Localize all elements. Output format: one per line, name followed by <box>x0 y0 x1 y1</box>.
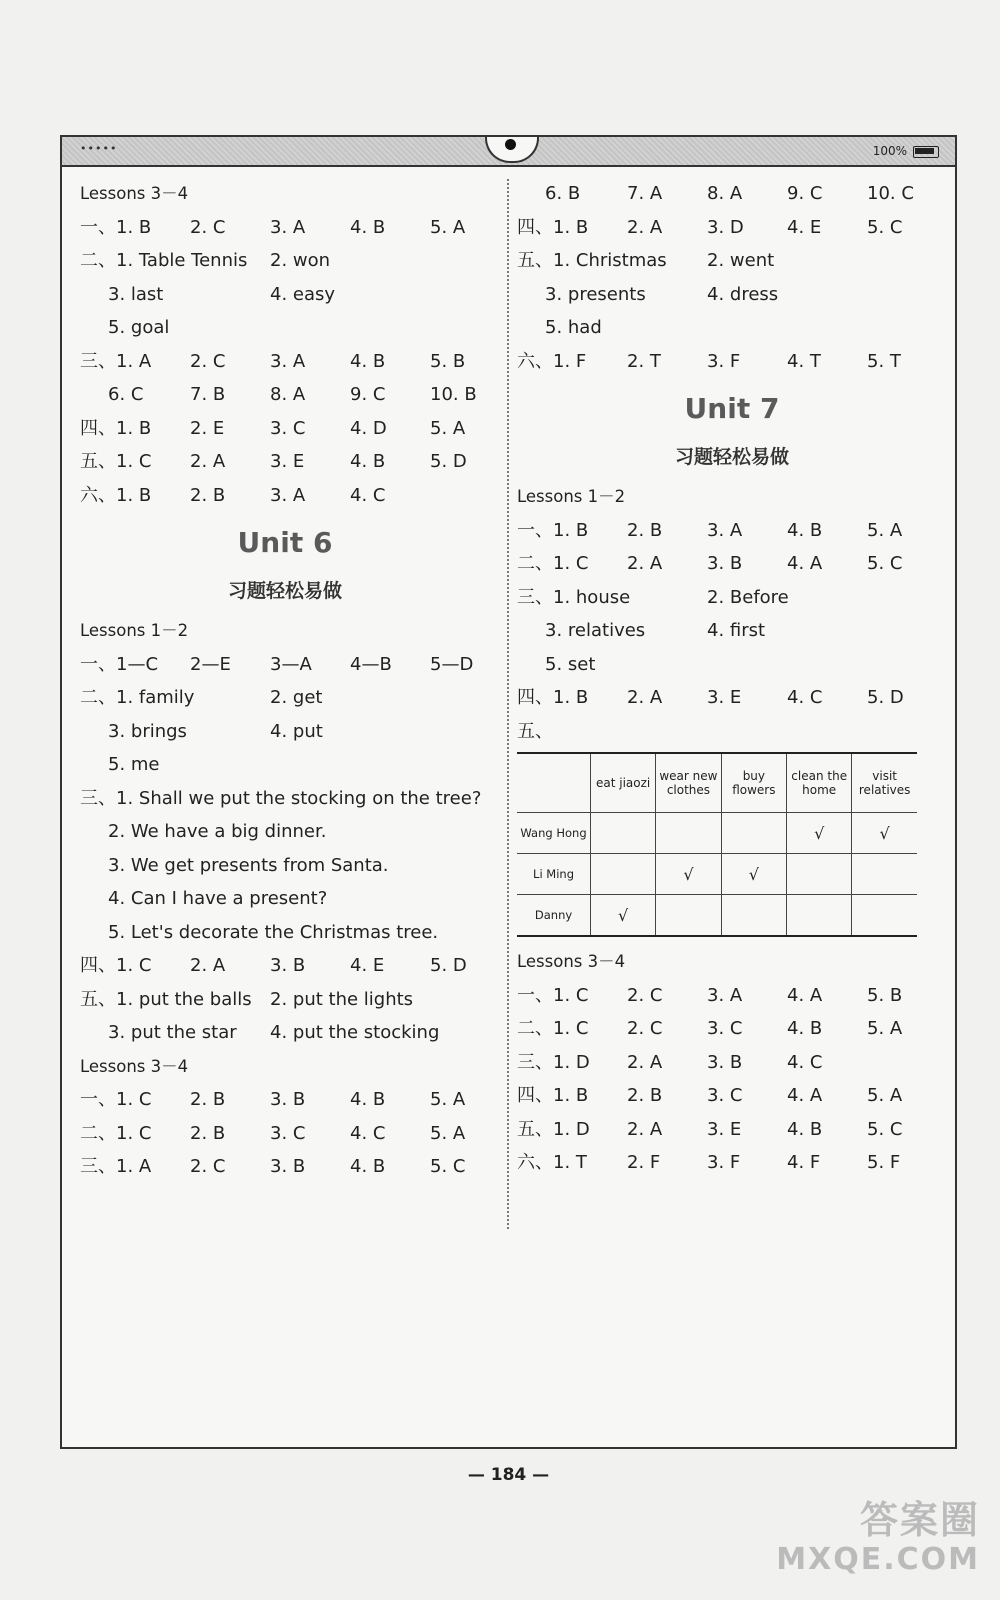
answer-item: 一、1. C <box>517 984 589 1006</box>
answer-item: 二、1. C <box>517 1018 589 1039</box>
answer-item: 5. A <box>430 216 466 238</box>
answer-item: 3. F <box>707 350 741 372</box>
answer-item: 2. C <box>627 984 663 1006</box>
answer-item: 4. A <box>787 1085 823 1106</box>
answer-row <box>80 882 490 916</box>
answer-item: 5. C <box>867 1118 903 1140</box>
table-row <box>517 813 917 854</box>
answer-row <box>517 681 947 715</box>
answer-item: 7. B <box>190 384 226 405</box>
table-row <box>517 895 917 937</box>
left-column <box>80 177 490 1184</box>
answer-row <box>80 949 490 983</box>
answer-item: 5. A <box>867 1018 903 1039</box>
answer-item: 3. B <box>707 1051 743 1073</box>
answer-item: 5. C <box>867 216 903 238</box>
row-name-cell: Li Ming <box>517 854 591 895</box>
battery-label: 100% <box>872 144 907 158</box>
answer-item: 4. E <box>350 955 385 976</box>
answer-row <box>80 1016 490 1050</box>
answer-item: 5. A <box>430 417 466 439</box>
answer-item: 一、1—C <box>80 653 159 675</box>
answer-row <box>517 177 947 211</box>
answer-item: 4. dress <box>707 283 779 305</box>
answer-item: 三、1. A <box>80 1156 152 1177</box>
answer-item: 2. E <box>190 417 225 439</box>
answer-item: 二、1. C <box>80 1122 152 1144</box>
lesson-heading: Lessons 3－4 <box>80 184 189 203</box>
answer-item: 四、1. C <box>80 955 152 976</box>
answer-item: 二、1. C <box>517 553 589 574</box>
check-cell <box>852 895 917 937</box>
answer-item: 一、1. B <box>517 519 589 541</box>
camera-icon <box>505 139 516 150</box>
answer-row <box>80 345 490 379</box>
check-cell <box>721 895 786 937</box>
answer-item: 3. C <box>270 417 306 439</box>
table-header-row <box>517 753 917 813</box>
page-number: — 184 — <box>467 1465 550 1485</box>
table-row <box>517 854 917 895</box>
answer-item: 3. presents <box>545 283 646 305</box>
answer-item: 3. F <box>707 1152 741 1173</box>
answer-block <box>80 211 490 513</box>
answer-item: 2. won <box>270 250 331 271</box>
answer-item: 4. T <box>787 350 821 372</box>
answer-item: 4. B <box>350 216 386 238</box>
answer-item: 六、1. T <box>517 1152 587 1173</box>
answer-item: 4. C <box>787 1051 823 1073</box>
answer-item: 5—D <box>430 653 474 675</box>
answer-item: 4. C <box>787 687 823 708</box>
answer-item: 5. D <box>867 687 904 708</box>
answer-item: 2. B <box>190 1089 226 1110</box>
lesson-heading: Lessons 1－2 <box>517 487 626 506</box>
answer-item: 5. B <box>867 984 903 1006</box>
answer-item: 2. We have a big dinner. <box>108 821 327 842</box>
table-header-cell: clean the home <box>787 753 852 813</box>
answer-item: 2. A <box>190 955 226 976</box>
answer-item: 4. E <box>787 216 822 238</box>
answer-item: 三、1. Shall we put the stocking on the tree? <box>80 787 482 809</box>
answer-row <box>80 1150 490 1184</box>
answer-row <box>80 412 490 446</box>
answer-block <box>517 514 947 749</box>
holiday-activity-table <box>517 752 917 937</box>
answer-item: 5. A <box>867 1085 903 1106</box>
answer-item: 2—E <box>190 653 231 675</box>
answer-item: 4. B <box>350 451 386 472</box>
answer-row <box>517 1079 947 1113</box>
answer-row <box>80 1117 490 1151</box>
check-cell: √ <box>656 854 721 895</box>
answer-item: 五、1. Christmas <box>517 250 667 271</box>
answer-item: 4. D <box>350 417 387 439</box>
answer-item: 4. A <box>787 984 823 1006</box>
answer-row <box>517 715 947 749</box>
answer-item: 3. A <box>707 984 743 1006</box>
answer-item: 8. A <box>707 183 743 204</box>
answer-item: 5. me <box>108 754 160 775</box>
answer-item: 2. put the lights <box>270 988 414 1010</box>
answer-item: 一、1. B <box>80 216 152 238</box>
right-column <box>517 177 947 1180</box>
answer-row <box>517 278 947 312</box>
answer-item: 10. B <box>430 384 477 405</box>
lesson-heading: Lessons 1－2 <box>80 621 189 640</box>
answer-item: 4. B <box>787 1018 823 1039</box>
answer-row <box>517 345 947 379</box>
answer-item: 5. A <box>867 519 903 541</box>
answer-item: 4. C <box>350 1122 386 1144</box>
check-cell <box>656 895 721 937</box>
answer-block <box>80 1083 490 1184</box>
answer-row <box>80 916 490 950</box>
answer-item: 5. Let's decorate the Christmas tree. <box>108 921 439 943</box>
answer-item: 四、1. B <box>517 687 589 708</box>
answer-item: 四、1. B <box>80 417 152 439</box>
answer-row <box>517 648 947 682</box>
answer-row <box>517 311 947 345</box>
answer-item: 2. C <box>190 216 226 238</box>
answer-item: 5. F <box>867 1152 901 1173</box>
answer-item: 5. A <box>430 1122 466 1144</box>
answer-item: 4. F <box>787 1152 821 1173</box>
check-cell <box>656 813 721 854</box>
unit-title: Unit 6 <box>237 526 333 559</box>
answer-item: 二、1. Table Tennis <box>80 250 248 271</box>
answer-item: 5. D <box>430 451 467 472</box>
answer-item: 8. A <box>270 384 306 405</box>
answer-row <box>80 782 490 816</box>
answer-item: 3. B <box>270 1156 306 1177</box>
table-header-cell <box>517 753 591 813</box>
answer-item: 三、1. A <box>80 350 152 372</box>
answer-block <box>80 648 490 1050</box>
answer-item: 2. A <box>627 1118 663 1140</box>
answer-item: 2. C <box>190 350 226 372</box>
answer-item: 四、1. B <box>517 216 589 238</box>
answer-item: 3. We get presents from Santa. <box>108 854 389 876</box>
answer-row <box>80 715 490 749</box>
answer-item: 3. C <box>270 1122 306 1144</box>
check-cell <box>787 895 852 937</box>
answer-item: 二、1. family <box>80 687 195 708</box>
tablet-frame <box>60 135 957 1485</box>
answer-item: 五、 <box>517 720 553 742</box>
answer-row <box>80 748 490 782</box>
answer-row <box>80 849 490 883</box>
answer-item: 五、1. C <box>80 451 152 472</box>
check-cell <box>787 854 852 895</box>
answer-item: 6. C <box>108 384 144 405</box>
answer-row <box>517 979 947 1013</box>
answer-item: 3. A <box>270 216 306 238</box>
check-cell <box>591 854 656 895</box>
answer-row <box>517 1012 947 1046</box>
check-cell: √ <box>591 895 656 937</box>
answer-item: 2. B <box>190 484 226 506</box>
answer-item: 2. B <box>627 519 663 541</box>
answer-row <box>80 278 490 312</box>
answer-item: 五、1. D <box>517 1118 590 1140</box>
answer-item: 3. B <box>270 955 306 976</box>
unit-title: Unit 7 <box>684 392 780 425</box>
answer-block <box>517 177 947 378</box>
answer-row <box>517 1146 947 1180</box>
answer-item: 3. C <box>707 1018 743 1039</box>
answer-item: 3. E <box>707 1118 742 1140</box>
answer-item: 4—B <box>350 653 392 675</box>
check-cell: √ <box>787 813 852 854</box>
answer-item: 3. B <box>707 553 743 574</box>
answer-item: 4. first <box>707 620 766 641</box>
answer-item: 7. A <box>627 183 663 204</box>
answer-item: 3. A <box>270 350 306 372</box>
answer-item: 2. C <box>627 1018 663 1039</box>
answer-row <box>517 514 947 548</box>
answer-item: 5. D <box>430 955 467 976</box>
answer-item: 2. T <box>627 350 661 372</box>
answer-item: 2. get <box>270 687 323 708</box>
answer-item: 2. went <box>707 250 775 271</box>
answer-item: 9. C <box>350 384 386 405</box>
answer-item: 4. A <box>787 553 823 574</box>
answer-item: 3. brings <box>108 720 187 742</box>
answer-item: 一、1. C <box>80 1089 152 1110</box>
battery-icon <box>913 146 939 158</box>
answer-row <box>80 681 490 715</box>
answer-row <box>517 244 947 278</box>
answer-row <box>80 445 490 479</box>
unit-subtitle: 习题轻松易做 <box>227 580 342 602</box>
answer-row <box>80 311 490 345</box>
answer-item: 5. A <box>430 1089 466 1110</box>
answer-item: 3. last <box>108 283 164 305</box>
answer-item: 4. put the stocking <box>270 1022 440 1043</box>
answer-item: 4. B <box>787 519 823 541</box>
answer-item: 四、1. B <box>517 1085 589 1106</box>
answer-row <box>517 1046 947 1080</box>
answer-row <box>80 378 490 412</box>
answer-item: 3. E <box>707 687 742 708</box>
answer-item: 三、1. house <box>517 586 631 608</box>
check-cell <box>721 813 786 854</box>
row-name-cell: Danny <box>517 895 591 937</box>
answer-item: 3. C <box>707 1085 743 1106</box>
answer-row <box>80 648 490 682</box>
answer-row <box>517 581 947 615</box>
answer-item: 2. B <box>627 1085 663 1106</box>
answer-item: 4. Can I have a present? <box>108 888 328 909</box>
answer-item: 3. A <box>707 519 743 541</box>
lesson-heading: Lessons 3－4 <box>80 1056 189 1076</box>
answer-row <box>80 983 490 1017</box>
answer-item: 5. C <box>430 1156 466 1177</box>
answer-item: 4. B <box>787 1118 823 1140</box>
answer-item: 4. B <box>350 350 386 372</box>
answer-item: 2. Before <box>707 586 789 608</box>
table-header-cell: visit relatives <box>852 753 917 813</box>
signal-icon: ••••• <box>80 142 118 155</box>
answer-row <box>517 547 947 581</box>
answer-item: 5. goal <box>108 317 170 338</box>
answer-item: 5. T <box>867 350 901 372</box>
watermark-logo <box>776 1500 980 1580</box>
answer-item: 4. easy <box>270 283 336 305</box>
unit-subtitle: 习题轻松易做 <box>674 446 789 468</box>
answer-row <box>80 479 490 513</box>
answer-item: 4. put <box>270 720 323 742</box>
answer-item: 3. relatives <box>545 620 646 641</box>
answer-item: 3. B <box>270 1089 306 1110</box>
check-cell <box>591 813 656 854</box>
answer-item: 2. F <box>627 1152 661 1173</box>
answer-item: 2. A <box>627 1051 663 1073</box>
answer-item: 4. C <box>350 484 386 506</box>
answer-item: 2. A <box>627 216 663 238</box>
column-divider <box>507 179 509 1229</box>
answer-item: 2. A <box>627 687 663 708</box>
answer-block <box>517 979 947 1180</box>
table-header-cell: wear new clothes <box>656 753 721 813</box>
answer-item: 2. B <box>190 1122 226 1144</box>
answer-row <box>80 1083 490 1117</box>
answer-item: 2. A <box>627 553 663 574</box>
answer-item: 六、1. B <box>80 484 152 506</box>
table-header-cell: buy flowers <box>721 753 786 813</box>
answer-item: 6. B <box>545 183 581 204</box>
answer-item: 5. C <box>867 553 903 574</box>
answer-row <box>517 614 947 648</box>
answer-row <box>80 815 490 849</box>
answer-item: 3. put the star <box>108 1022 237 1043</box>
answer-row <box>517 1113 947 1147</box>
row-name-cell: Wang Hong <box>517 813 591 854</box>
table-header-cell: eat jiaozi <box>591 753 656 813</box>
answer-item: 六、1. F <box>517 350 587 372</box>
answer-row <box>80 211 490 245</box>
watermark-domain: MXQE.COM <box>776 1542 980 1577</box>
answer-item: 4. B <box>350 1089 386 1110</box>
answer-item: 10. C <box>867 183 914 204</box>
answer-item: 3. D <box>707 216 744 238</box>
answer-item: 5. had <box>545 317 602 338</box>
answer-item: 3—A <box>270 653 312 675</box>
lesson-heading: Lessons 3－4 <box>517 952 626 971</box>
answer-row <box>80 244 490 278</box>
check-cell: √ <box>852 813 917 854</box>
answer-item: 2. A <box>190 451 226 472</box>
answer-item: 4. B <box>350 1156 386 1177</box>
watermark-text: 答案圈 <box>859 1498 980 1542</box>
answer-item: 5. B <box>430 350 466 372</box>
answer-item: 3. E <box>270 451 305 472</box>
answer-item: 9. C <box>787 183 823 204</box>
check-cell: √ <box>721 854 786 895</box>
answer-row <box>517 211 947 245</box>
answer-item: 5. set <box>545 653 596 675</box>
check-cell <box>852 854 917 895</box>
answer-item: 五、1. put the balls <box>80 988 252 1010</box>
answer-item: 2. C <box>190 1156 226 1177</box>
answer-item: 3. A <box>270 484 306 506</box>
answer-item: 三、1. D <box>517 1051 590 1073</box>
